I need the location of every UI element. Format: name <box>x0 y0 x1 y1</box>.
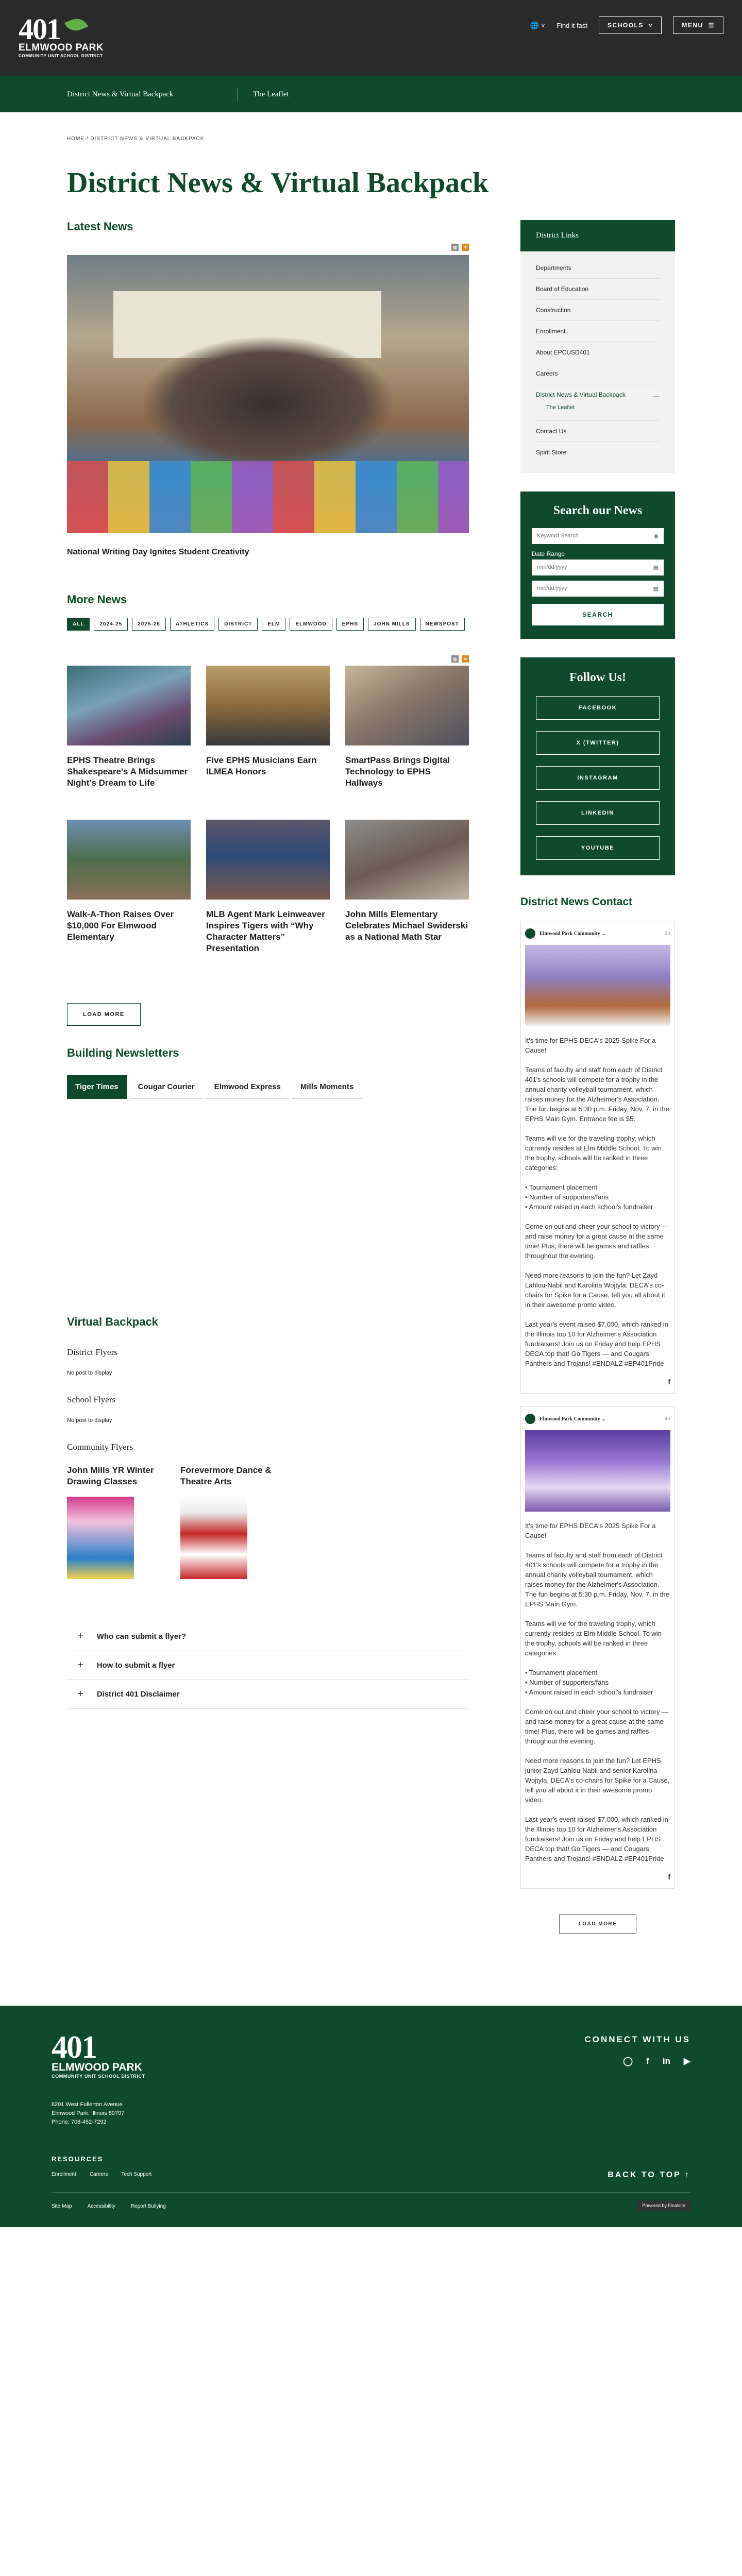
subnav-divider <box>237 88 238 101</box>
sidebar-link[interactable]: Departments <box>536 258 660 279</box>
section-subnav <box>0 76 742 112</box>
flyer-image <box>67 1497 134 1579</box>
post-author: Elmwood Park Community ... <box>539 930 605 937</box>
search-icon[interactable]: ◉ <box>653 533 659 539</box>
follow-us-panel <box>520 657 675 875</box>
facebook-icon[interactable]: f <box>646 2056 649 2066</box>
news-card-image <box>206 820 330 900</box>
footer-logo-name: ELMWOOD PARK <box>52 2061 142 2073</box>
news-card-image <box>67 666 191 745</box>
logo-number: 401 <box>19 12 60 46</box>
sidebar-link-active[interactable] <box>536 384 660 421</box>
filter-chip[interactable]: DISTRICT <box>218 618 258 631</box>
faq-label: District 401 Disclaimer <box>96 1690 180 1699</box>
district-links <box>520 251 675 473</box>
post-time: 4h <box>664 1416 670 1422</box>
tab-tiger-times[interactable]: Tiger Times <box>67 1075 127 1099</box>
news-card[interactable] <box>206 820 330 954</box>
address-line: Elmwood Park, Illinois 60707 <box>52 2110 125 2116</box>
community-flyers-heading: Community Flyers <box>67 1442 133 1452</box>
date-placeholder: mm/dd/yyyy <box>537 564 567 570</box>
latest-news-title[interactable]: National Writing Day Ignites Student Creativity <box>67 548 249 556</box>
post-header <box>525 928 670 939</box>
post-video-thumbnail[interactable] <box>525 1430 670 1512</box>
bottom-link[interactable]: Report Bullying <box>130 2204 166 2209</box>
collapse-icon[interactable]: — <box>653 393 660 400</box>
sidebar <box>520 220 675 1934</box>
logo-sub: COMMUNITY UNIT SCHOOL DISTRICT <box>19 54 103 58</box>
latest-news-image[interactable] <box>67 255 469 533</box>
plus-icon: + <box>77 1688 83 1700</box>
filter-chip[interactable]: ELM <box>262 618 285 631</box>
hero-rug <box>67 461 469 533</box>
flyer-image <box>180 1497 247 1579</box>
twitter-button[interactable]: X (TWITTER) <box>536 731 660 755</box>
news-card-title: MLB Agent Mark Leinweaver Inspires Tigers with “Why Character Matters” Presentation <box>206 909 325 953</box>
district-links-heading: District Links <box>520 220 675 251</box>
footer-address <box>52 2100 124 2127</box>
calendar-icon[interactable]: ▦ <box>653 565 659 571</box>
subnav-district-news[interactable]: District News & Virtual Backpack <box>67 90 174 98</box>
back-to-top-label: BACK TO TOP <box>608 2171 681 2179</box>
bottom-link[interactable]: Site Map <box>52 2204 72 2209</box>
subnav-the-leaflet[interactable]: The Leaflet <box>253 90 289 98</box>
news-card-title: SmartPass Brings Digital Technology to EPHS Hallways <box>345 755 450 788</box>
plus-icon: + <box>77 1659 83 1671</box>
post-text: It's time for EPHS DECA's 2025 Spike For a Cause! Teams of faculty and staff from each of District 401's schools will compete for a trophy in the annual charity volleyball tournament, which raises money for the Alzheimer's Association. The fun begins at 5:30 p.m. Friday, Nov. 7, in the EPHS Main Gym. Teams will vie for the traveling trophy, which currently resides at Elm Middle School. To win the trophy, schools will be ranked in three categories: • Tournament placement • Number of supporters/fans • Amount raised in each school's fundraiser Come on out and cheer your school to victory — and raise money for a great cause at the same time! Plus, there will be games and raffles throughout the evening. Need more reasons to join the fun? Let EPHS junior Zayd Lahlou-Nabil and senior Karolina Wojtyla, DECA's co-chairs for Spike for a Cause, tell you all about it in their awesome promo video. Last year's event raised $7,000, which ranked in the Illinois top 10 for Alzheimer's Association fundraisers! Join us on Friday and help EPHS DECA top that! Go Tigers — and Cougars, Panthers and Trojans! #ENDALZ #EP401Pride <box>525 1522 670 1862</box>
footer-logo-number: 401 <box>52 2030 96 2065</box>
facebook-icon[interactable]: f <box>668 1873 670 1881</box>
flyer-title: John Mills YR Winter Drawing Classes <box>67 1465 154 1486</box>
flyer-list <box>67 1465 469 1579</box>
footer-social <box>623 2056 690 2066</box>
sidebar-link[interactable]: Spirit Store <box>536 449 567 456</box>
feed-icons <box>67 244 469 251</box>
flyer-faq <box>67 1622 469 1709</box>
keyword-search-input[interactable] <box>532 528 664 544</box>
chevron-down-icon: ˅ <box>648 22 653 29</box>
youtube-icon[interactable]: ▶ <box>683 2056 690 2066</box>
youtube-button[interactable]: YOUTUBE <box>536 836 660 860</box>
tab-cougar-courier[interactable]: Cougar Courier <box>130 1075 203 1099</box>
news-search-panel <box>520 492 675 639</box>
logo-name: ELMWOOD PARK <box>19 42 104 53</box>
flyer-item[interactable] <box>67 1465 160 1579</box>
bottom-link[interactable]: Accessibility <box>87 2204 115 2209</box>
school-flyers-heading: School Flyers <box>67 1395 115 1404</box>
news-card-title: EPHS Theatre Brings Shakespeare's A Midsummer Night's Dream to Life <box>67 755 188 788</box>
news-card[interactable] <box>206 666 330 789</box>
filter-chip[interactable]: EPHS <box>336 618 364 631</box>
rss-icon[interactable]: ≋ <box>462 244 469 251</box>
newsletters-heading: Building Newsletters <box>67 1046 179 1059</box>
powered-by-badge[interactable]: Powered by Finalsite <box>637 2200 690 2211</box>
no-post-message: No post to display <box>67 1370 112 1376</box>
date-range-label: Date Range <box>532 550 565 557</box>
keyword-placeholder: Keyword Search <box>537 533 579 539</box>
date-placeholder: mm/dd/yyyy <box>537 585 567 591</box>
filter-chip[interactable]: ELMWOOD <box>290 618 332 631</box>
avatar <box>525 928 535 939</box>
filter-chip[interactable]: 2024-25 <box>94 618 128 631</box>
virtual-backpack-heading: Virtual Backpack <box>67 1315 158 1328</box>
instagram-button[interactable]: INSTAGRAM <box>536 766 660 790</box>
header-utilities <box>530 16 723 34</box>
search-heading: Search our News <box>553 504 643 517</box>
post-image[interactable] <box>525 945 670 1026</box>
sidebar-sublink[interactable]: The Leaflet <box>546 404 575 411</box>
facebook-icon[interactable]: f <box>668 1378 670 1386</box>
sidebar-link[interactable]: Enrollment <box>536 321 660 342</box>
tab-elmwood-express[interactable]: Elmwood Express <box>206 1075 289 1099</box>
feed-icons <box>67 655 469 663</box>
calendar-icon[interactable]: ▦ <box>653 586 659 592</box>
news-card[interactable] <box>345 666 469 789</box>
site-footer <box>0 2006 742 2227</box>
post-time: 3h <box>664 930 670 937</box>
news-card-image <box>67 820 191 900</box>
back-to-top-button[interactable] <box>608 2171 690 2180</box>
news-contact-heading: District News Contact <box>520 896 633 908</box>
schools-label: SCHOOLS <box>608 22 644 29</box>
news-card[interactable] <box>67 820 191 954</box>
hero-students <box>144 337 392 471</box>
news-card-title: Walk-A-Thon Raises Over $10,000 For Elmwood Elementary <box>67 909 174 942</box>
linkedin-icon[interactable]: in <box>662 2056 670 2066</box>
globe-icon[interactable]: 🌐 ˅ <box>530 21 546 29</box>
filter-chip[interactable]: JOHN MILLS <box>368 618 416 631</box>
phone[interactable]: Phone: 708-452-7292 <box>52 2119 107 2125</box>
find-it-fast-link[interactable]: Find it fast <box>556 21 588 29</box>
sidebar-link[interactable]: Board of Education <box>536 279 660 300</box>
footer-logo-sub: COMMUNITY UNIT SCHOOL DISTRICT <box>52 2074 145 2079</box>
site-header <box>0 0 742 76</box>
resource-link[interactable]: Tech Support <box>121 2172 152 2177</box>
faq-item[interactable] <box>67 1651 469 1680</box>
more-news-heading: More News <box>67 593 127 606</box>
menu-label: MENU <box>682 22 703 29</box>
district-logo[interactable] <box>19 12 104 58</box>
footer-divider <box>52 2192 690 2193</box>
news-load-more-button[interactable]: LOAD MORE <box>67 1003 141 1026</box>
news-card-image <box>345 820 469 900</box>
social-post[interactable] <box>520 921 675 1394</box>
no-post-message: No post to display <box>67 1417 112 1423</box>
posts-load-more-button[interactable]: LOAD MORE <box>559 1914 636 1934</box>
page-title: District News & Virtual Backpack <box>67 167 489 199</box>
news-card-image <box>345 666 469 745</box>
footer-bottom-links <box>52 2204 166 2209</box>
follow-heading: Follow Us! <box>569 671 626 684</box>
filter-chip[interactable]: NEWSPOST <box>420 618 465 631</box>
faq-item[interactable] <box>67 1680 469 1709</box>
faq-item[interactable] <box>67 1622 469 1651</box>
post-text: It's time for EPHS DECA's 2025 Spike For a Cause! Teams of faculty and staff from each of District 401's schools will compete for a trophy in the annual charity volleyball tournament, which raises money for the Alzheimer's Association. The fun begins at 5:30 p.m. Friday, Nov. 7, in the EPHS Main Gym. Entrance fee is $5. Teams will vie for the traveling trophy, which currently resides at Elm Middle School. To win the trophy, schools will be ranked in three categories: • Tournament placement • Number of supporters/fans • Amount raised in each school's fundraiser Come on out and cheer your school to victory — and raise money for a great cause at the same time! Plus, there will be games and raffles throughout the evening. Need more reasons to join the fun? Let Zayd Lahlou-Nabil and Karolina Wojtyla, DECA's co-chairs for Spike for a Cause, tell you all about it in their awesome promo video. Last year's event raised $7,000, which ranked in the Illinois top 10 for Alzheimer's Association fundraisers! Join us on Friday and help EPHS DECA top that! Go Tigers — and Cougars, Panthers and Trojans! #ENDALZ #EP401Pride <box>525 1037 669 1367</box>
sidebar-link[interactable]: Careers <box>536 363 660 384</box>
latest-news-heading: Latest News <box>67 220 133 233</box>
arrow-up-icon: ↑ <box>685 2171 690 2179</box>
district-flyers-heading: District Flyers <box>67 1347 117 1357</box>
rss-icon[interactable]: ≋ <box>462 655 469 663</box>
sidebar-link[interactable]: Construction <box>536 300 660 321</box>
footer-logo[interactable] <box>52 2030 145 2079</box>
linkedin-button[interactable]: LINKEDIN <box>536 801 660 825</box>
post-author: Elmwood Park Community ... <box>539 1416 605 1422</box>
page-content <box>67 136 675 1934</box>
news-filters <box>67 618 474 631</box>
faq-label: How to submit a flyer <box>96 1661 175 1670</box>
tab-mills-moments[interactable]: Mills Moments <box>292 1075 362 1099</box>
flyer-item[interactable] <box>180 1465 273 1579</box>
schools-button[interactable] <box>599 16 662 34</box>
news-grid <box>67 666 469 954</box>
main-column <box>67 220 469 1934</box>
flyer-title: Forevermore Dance & Theatre Arts <box>180 1465 272 1486</box>
sidebar-link[interactable]: Contact Us <box>536 421 660 442</box>
start-date-input[interactable] <box>532 560 664 575</box>
news-card[interactable] <box>67 666 191 789</box>
instagram-icon[interactable]: ◯ <box>623 2056 633 2066</box>
news-card-title: Five EPHS Musicians Earn ILMEA Honors <box>206 755 317 776</box>
filter-chip[interactable]: ALL <box>67 618 90 631</box>
sidebar-link[interactable]: About EPCUSD401 <box>536 342 660 363</box>
menu-icon: ☰ <box>708 22 715 29</box>
filter-chip[interactable]: ATHLETICS <box>170 618 214 631</box>
facebook-button[interactable]: FACEBOOK <box>536 696 660 720</box>
news-card-title: John Mills Elementary Celebrates Michael Swiderski as a National Math Star <box>345 909 468 942</box>
end-date-input[interactable] <box>532 581 664 597</box>
resources-heading: RESOURCES <box>52 2155 104 2163</box>
resource-links <box>52 2172 151 2177</box>
faq-label: Who can submit a flyer? <box>96 1632 187 1641</box>
filter-chip[interactable]: 2025-26 <box>132 618 166 631</box>
plus-icon: + <box>77 1631 83 1642</box>
calendar-icon[interactable]: ▦ <box>451 655 459 663</box>
post-header <box>525 1414 670 1424</box>
newsletter-tabs <box>67 1075 469 1099</box>
resource-link[interactable]: Careers <box>89 2172 108 2177</box>
breadcrumb[interactable]: HOME / DISTRICT NEWS & VIRTUAL BACKPACK <box>67 136 205 142</box>
address-line: 8201 West Fullerton Avenue <box>52 2102 123 2108</box>
news-card[interactable] <box>345 820 469 954</box>
resource-link[interactable]: Enrollment <box>52 2172 76 2177</box>
sidebar-link-label: District News & Virtual Backpack <box>536 391 626 398</box>
news-card-image <box>206 666 330 745</box>
avatar <box>525 1414 535 1424</box>
social-post[interactable] <box>520 1406 675 1889</box>
connect-heading: CONNECT WITH US <box>584 2035 690 2044</box>
calendar-icon[interactable]: ▦ <box>451 244 459 251</box>
menu-button[interactable] <box>673 16 723 34</box>
search-button[interactable]: SEARCH <box>532 604 664 625</box>
